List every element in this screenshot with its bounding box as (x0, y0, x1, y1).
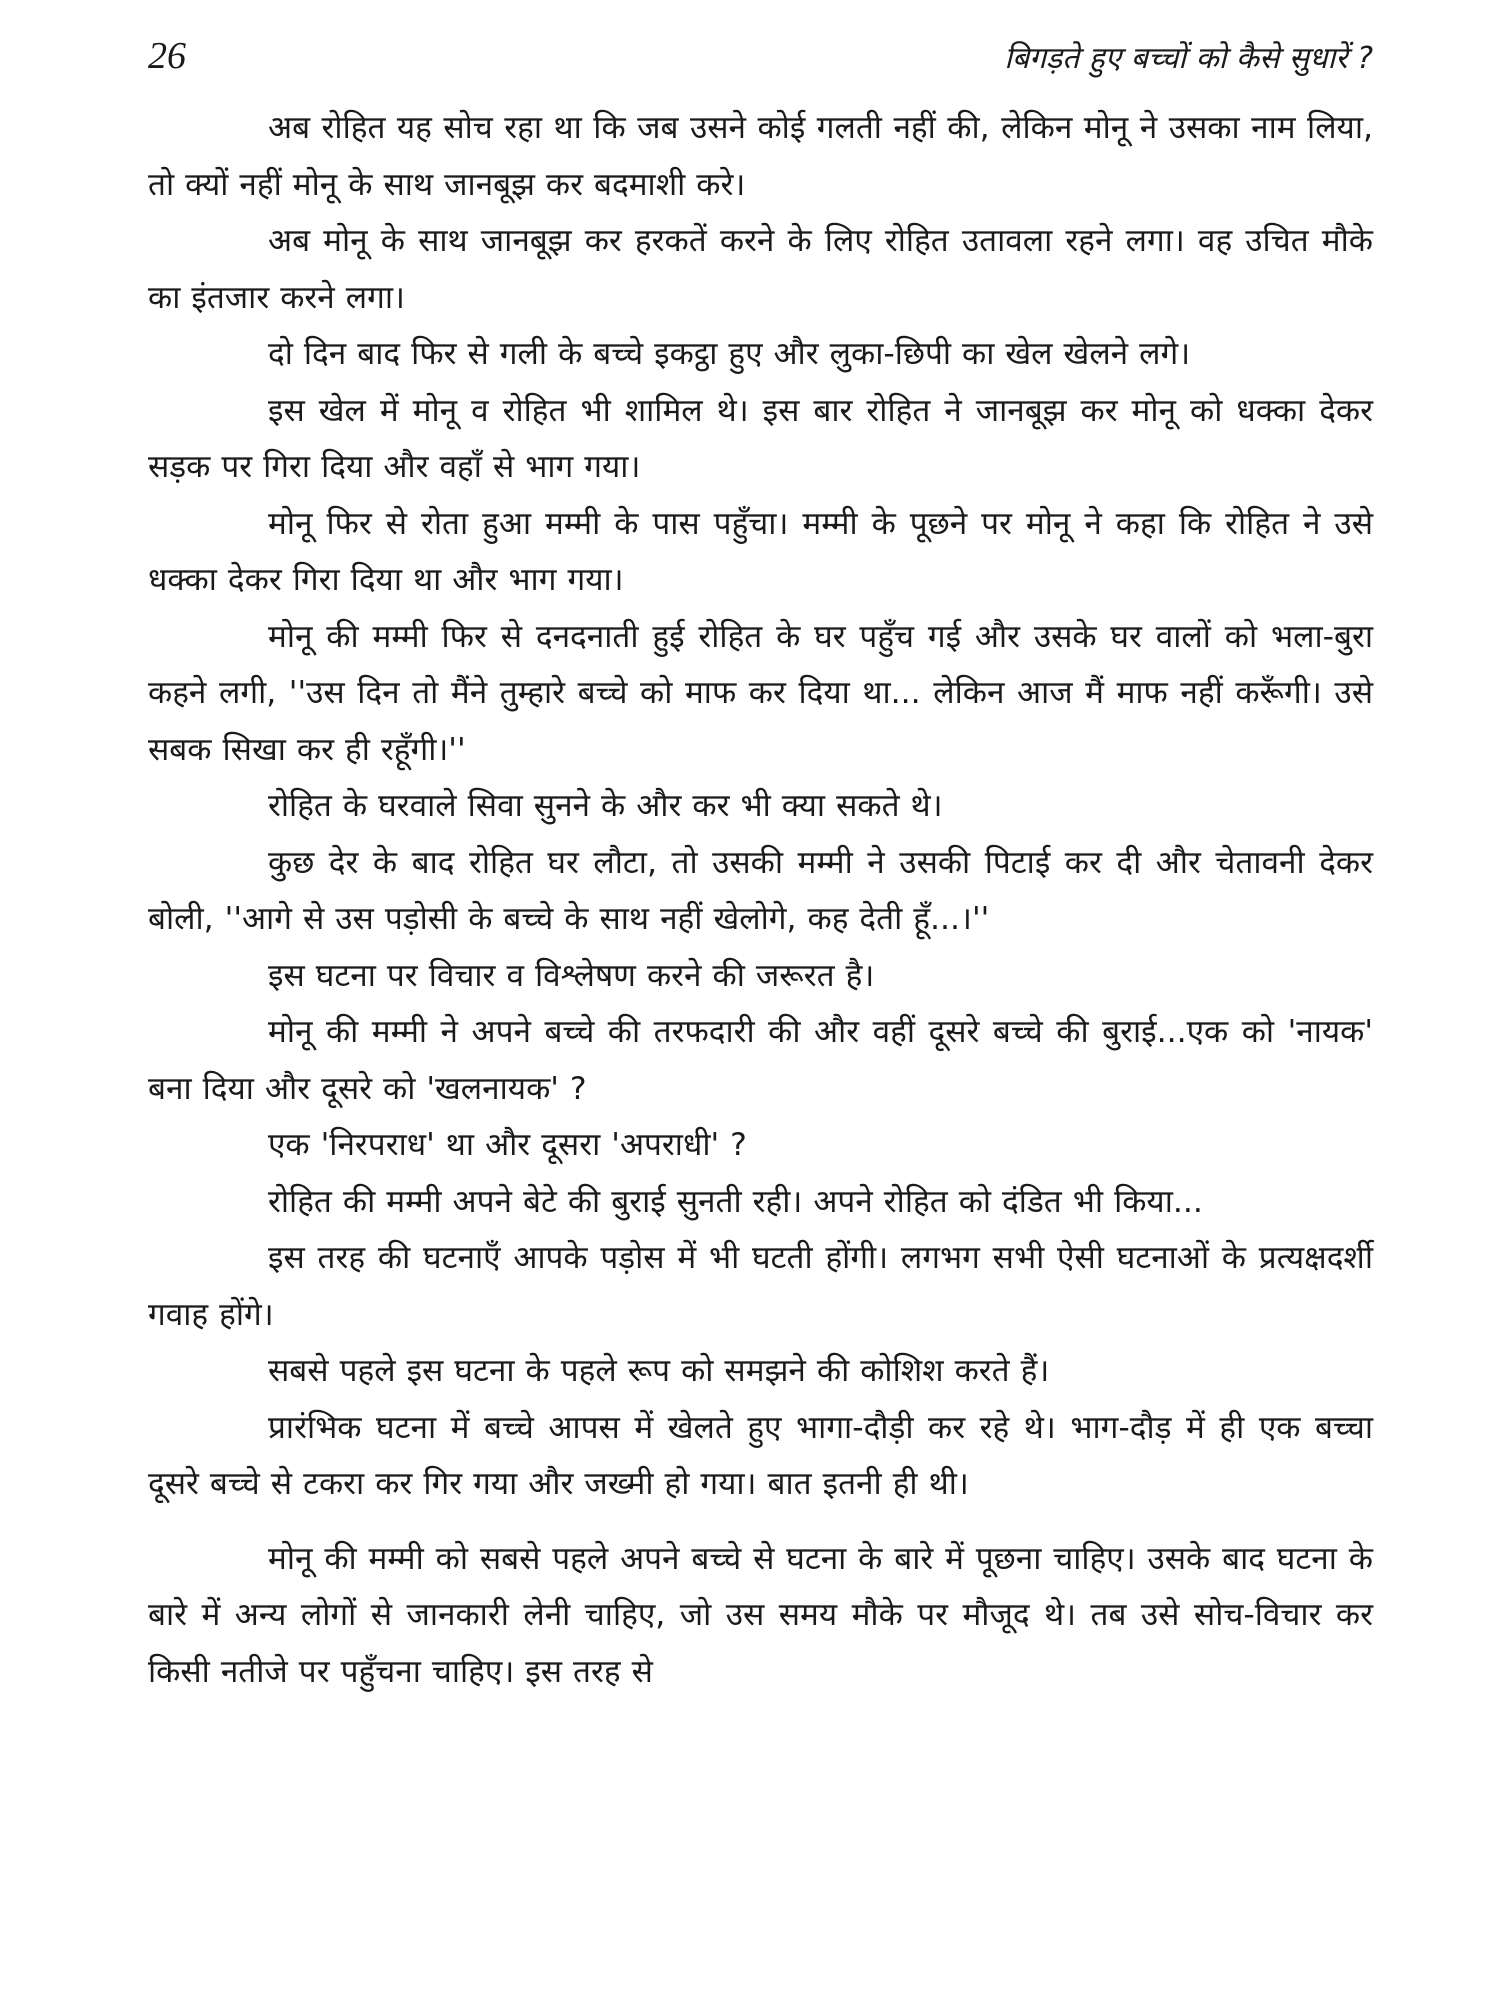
paragraph: इस खेल में मोनू व रोहित भी शामिल थे। इस बार रोहित ने जानबूझ कर मोनू को धक्का देकर सड़क पर गिरा दिया और वहाँ से भाग गया। (148, 392, 1373, 485)
page-header (148, 34, 1373, 94)
paragraph: अब मोनू के साथ जानबूझ कर हरकतें करने के लिए रोहित उतावला रहने लगा। वह उचित मौके का इंतजार करने लगा। (148, 223, 1373, 316)
page-number: 26 (148, 35, 186, 77)
paragraph: मोनू फिर से रोता हुआ मम्मी के पास पहुँचा। मम्मी के पूछने पर मोनू ने कहा कि रोहित ने उसे धक्का देकर गिरा दिया था और भाग गया। (148, 505, 1373, 598)
running-title: बिगड़ते हुए बच्चों को कैसे सुधारें ? (1004, 41, 1373, 76)
paragraph: अब रोहित यह सोच रहा था कि जब उसने कोई गलती नहीं की, लेकिन मोनू ने उसका नाम लिया, तो क्यों नहीं मोनू के साथ जानबूझ कर बदमाशी करे। (148, 110, 1373, 203)
paragraph: मोनू की मम्मी को सबसे पहले अपने बच्चे से घटना के बारे में पूछना चाहिए। उसके बाद घटना के बारे में अन्य लोगों से जानकारी लेनी चाहिए, जो उस समय मौके पर मौजूद थे। तब उसे सोच-विचार कर किसी नतीजे पर पहुँचना चाहिए। इस तरह से (148, 1540, 1373, 1690)
paragraph: कुछ देर के बाद रोहित घर लौटा, तो उसकी मम्मी ने उसकी पिटाई कर दी और चेतावनी देकर बोली, ''आगे से उस पड़ोसी के बच्चे के साथ नहीं खेलोगे, कह देती हूँ...।'' (148, 844, 1373, 937)
paragraph: दो दिन बाद फिर से गली के बच्चे इकट्ठा हुए और लुका-छिपी का खेल खेलने लगे। (268, 336, 1191, 372)
body-text (148, 100, 1373, 1700)
paragraph: रोहित के घरवाले सिवा सुनने के और कर भी क्या सकते थे। (268, 788, 943, 824)
paragraph: सबसे पहले इस घटना के पहले रूप को समझने की कोशिश करते हैं। (268, 1353, 1050, 1389)
paragraph: प्रारंभिक घटना में बच्चे आपस में खेलते हुए भागा-दौड़ी कर रहे थे। भाग-दौड़ में ही एक बच्चा दूसरे बच्चे से टकरा कर गिर गया और जख्मी हो गया। बात इतनी ही थी। (148, 1409, 1373, 1502)
paragraph: एक 'निरपराध' था और दूसरा 'अपराधी' ? (268, 1127, 747, 1163)
paragraph: रोहित की मम्मी अपने बेटे की बुराई सुनती रही। अपने रोहित को दंडित भी किया... (268, 1183, 1203, 1220)
paragraph: मोनू की मम्मी फिर से दनदनाती हुई रोहित के घर पहुँच गई और उसके घर वालों को भला-बुरा कहने लगी, ''उस दिन तो मैंने तुम्हारे बच्चे को माफ कर दिया था... लेकिन आज मैं माफ नहीं करूँगी। उसे सबक सिखा कर ही रहूँगी।'' (148, 618, 1373, 768)
paragraph: इस घटना पर विचार व विश्लेषण करने की जरूरत है। (268, 957, 875, 994)
paragraph: इस तरह की घटनाएँ आपके पड़ोस में भी घटती होंगी। लगभग सभी ऐसी घटनाओं के प्रत्यक्षदर्शी गवाह होंगे। (148, 1240, 1373, 1333)
paragraph: मोनू की मम्मी ने अपने बच्चे की तरफदारी की और वहीं दूसरे बच्चे की बुराई...एक को 'नायक' बना दिया और दूसरे को 'खलनायक' ? (148, 1014, 1373, 1107)
